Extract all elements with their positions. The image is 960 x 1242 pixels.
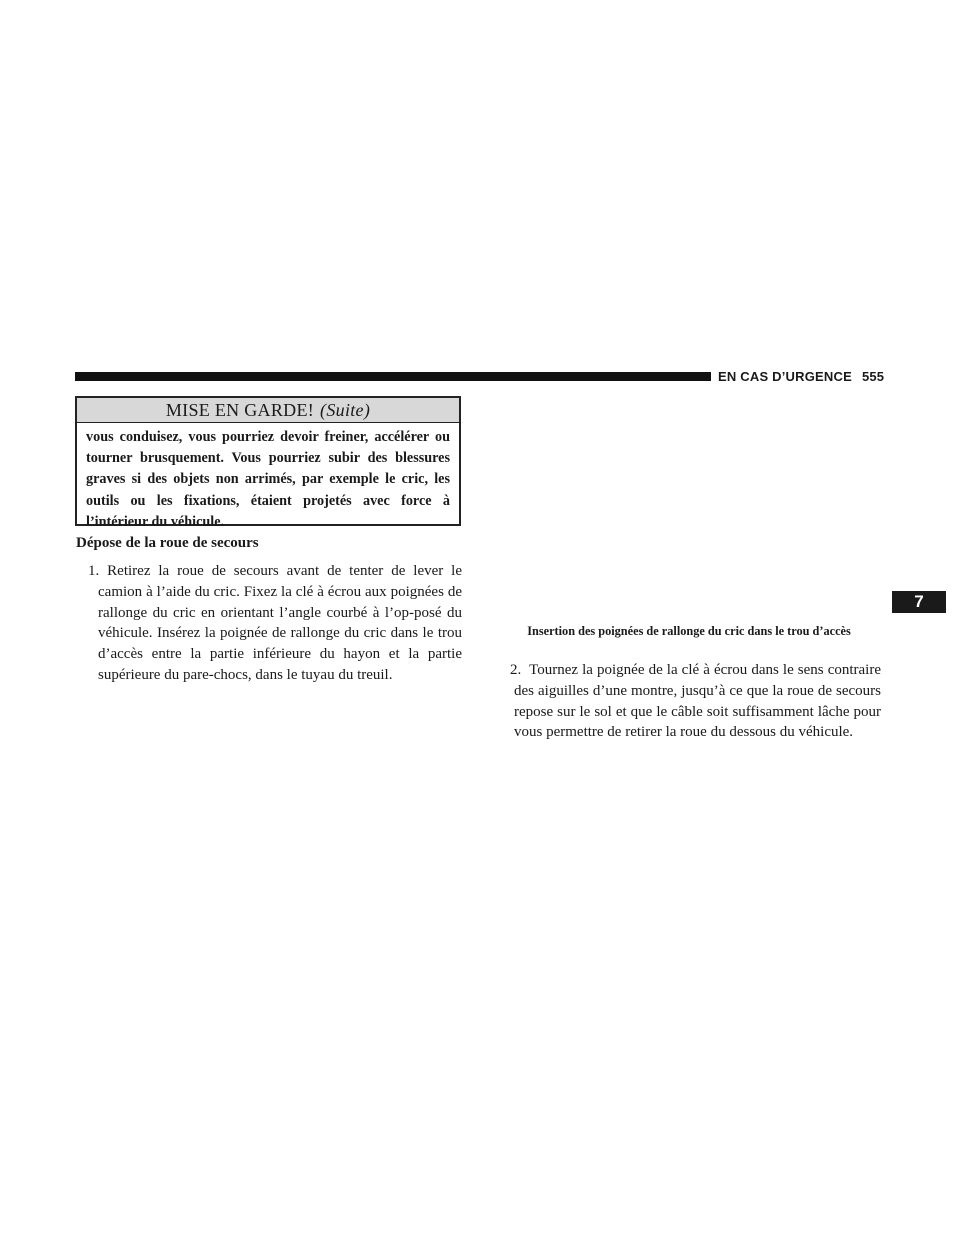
header-rule	[75, 372, 711, 381]
step-1-number: 1.	[88, 563, 100, 579]
running-header	[718, 367, 884, 387]
chapter-tab: 7	[892, 591, 946, 613]
step-1	[76, 561, 462, 686]
warning-title: MISE EN GARDE!	[165, 400, 315, 420]
warning-suffix: (Suite)	[320, 400, 371, 420]
figure-caption: Insertion des poignées de rallonge du cric dans le trou d’accès	[527, 624, 851, 638]
step-1-text: 1. Retirez la roue de secours avant de tenter de lever le camion à l’aide du cric. Fixez la clé à écrou aux poignées de rallonge du cric en orientant l’angle courbé à l’op-posé du véhicule. Insérez la poignée de rallonge du cric dans le trou d’accès entre la partie inférieure du hayon et la partie supérieure du pare-chocs, dans le tuyau du treuil.	[88, 563, 462, 683]
warning-header	[77, 398, 459, 423]
figure-placeholder	[497, 398, 881, 616]
header-section: EN CAS D’URGENCE	[718, 369, 852, 384]
warning-body: vous conduisez, vous pourriez devoir freiner, accélérer ou tourner brusquement. Vous pourriez subir des blessures graves si des objets non arrimés, par exemple le cric, les outils ou les fixations, étaient projetés avec force à l’intérieur du véhicule.	[86, 429, 450, 530]
step-2-number: 2.	[510, 662, 522, 678]
warning-box	[75, 396, 461, 530]
page-number: 555	[861, 369, 885, 384]
step-2-text: 2. Tournez la poignée de la clé à écrou dans le sens contraire des aiguilles d’une montre, jusqu’à ce que la roue de secours repose sur le sol et que le câble soit suffisamment lâche pour vous permettre de retirer la roue du dessous du véhicule.	[510, 662, 881, 741]
section-title: Dépose de la roue de secours	[76, 535, 259, 551]
step-2	[497, 660, 881, 743]
